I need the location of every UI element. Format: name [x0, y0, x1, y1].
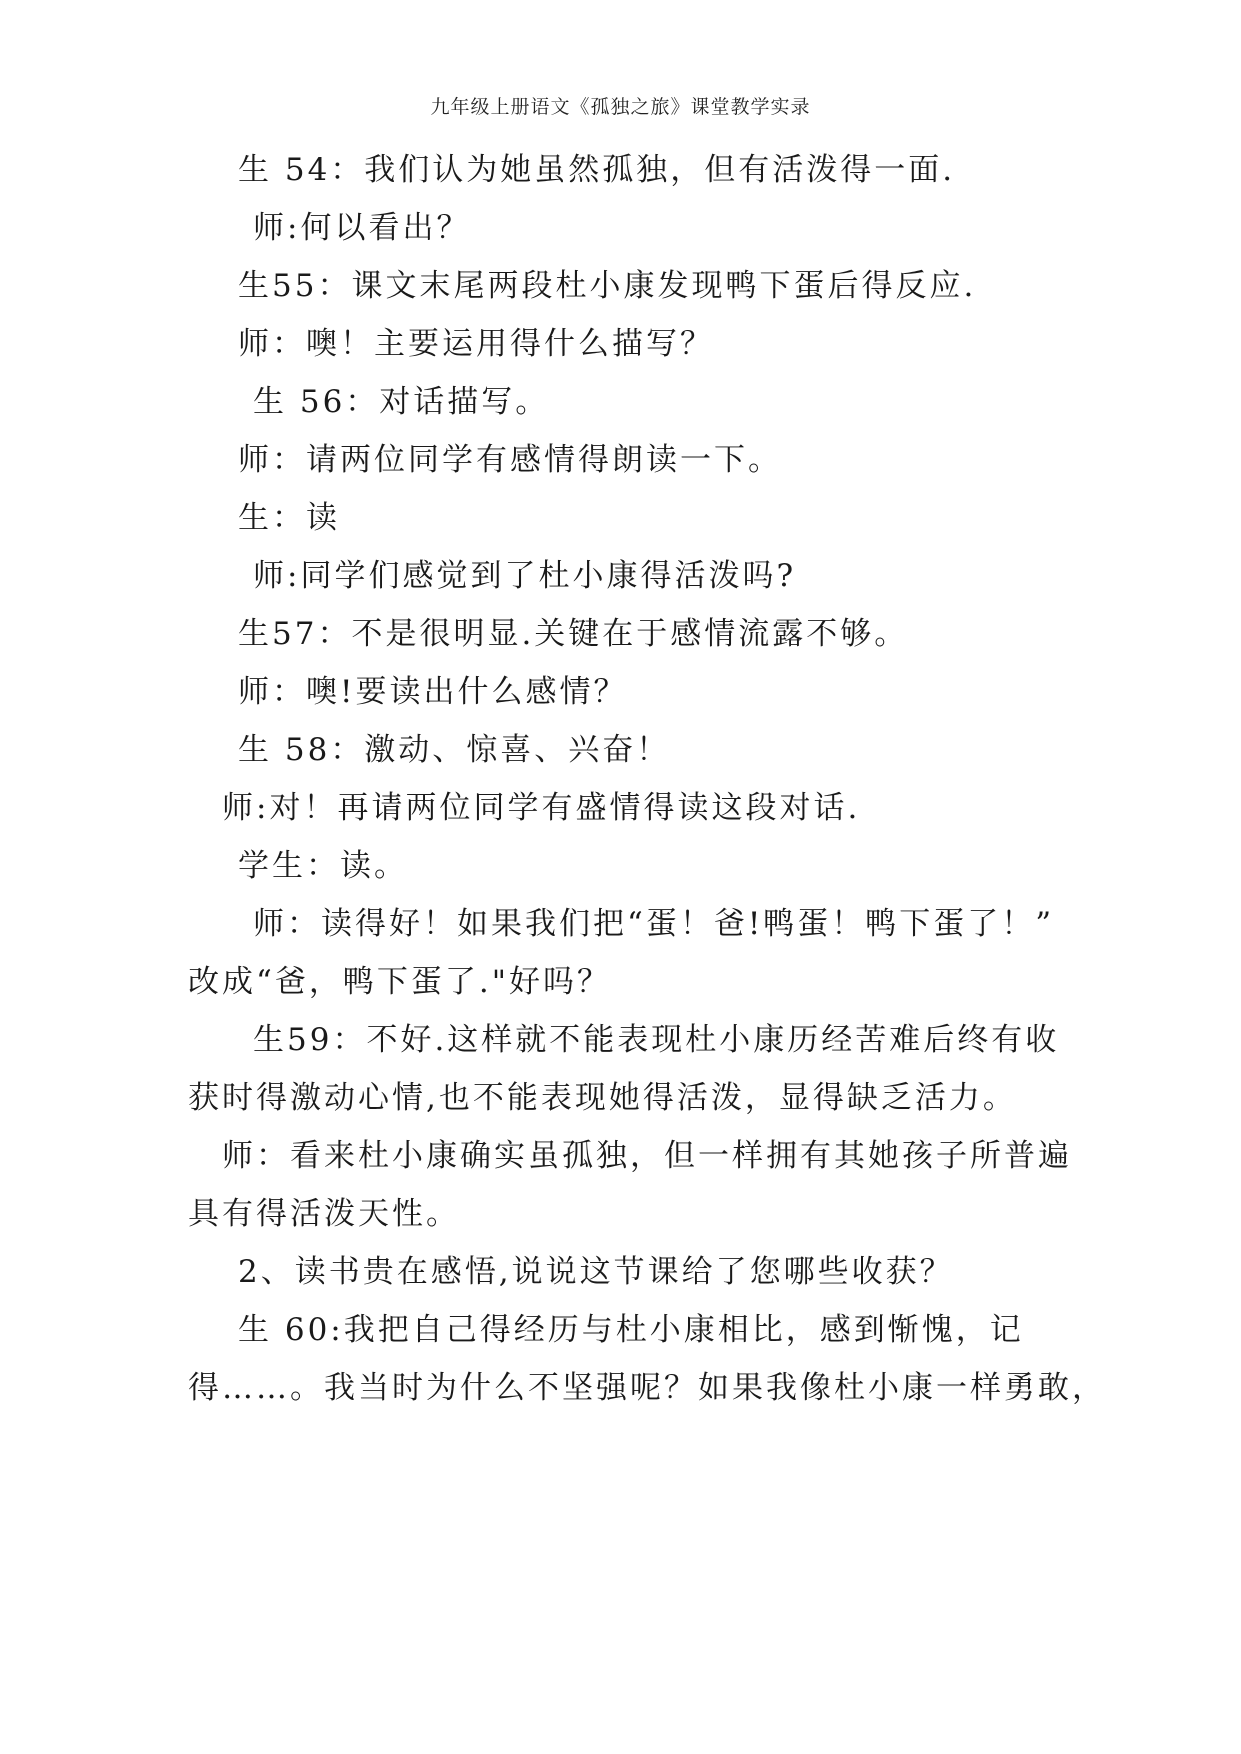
dialogue-line: 生 56：对话描写。 — [253, 384, 550, 420]
dialogue-line: 生57：不是很明显.关键在于感情流露不够。 — [238, 616, 909, 652]
dialogue-line: 学生：读。 — [238, 848, 408, 884]
dialogue-line: 具有得活泼天性。 — [188, 1196, 460, 1232]
page-header-title: 九年级上册语文《孤独之旅》课堂教学实录 — [430, 96, 811, 118]
dialogue-line: 生：读 — [238, 500, 340, 536]
dialogue-line: 生59：不好.这样就不能表现杜小康历经苦难后终有收 — [253, 1022, 1060, 1058]
dialogue-line: 师：读得好！如果我们把“蛋！爸!鸭蛋！鸭下蛋了！” — [253, 906, 1055, 942]
dialogue-line: 生 58：激动、惊喜、兴奋！ — [238, 732, 671, 768]
dialogue-line: 生 54：我们认为她虽然孤独，但有活泼得一面. — [238, 152, 956, 188]
dialogue-line: 得……。我当时为什么不坚强呢？如果我像杜小康一样勇敢， — [188, 1370, 1106, 1406]
question-line: 2、读书贵在感悟,说说这节课给了您哪些收获？ — [238, 1254, 954, 1290]
dialogue-line: 师:何以看出？ — [253, 210, 471, 246]
dialogue-line: 师：看来杜小康确实虽孤独，但一样拥有其她孩子所普遍 — [222, 1138, 1072, 1174]
dialogue-line: 师：请两位同学有感情得朗读一下。 — [238, 442, 782, 478]
dialogue-line: 师:同学们感觉到了杜小康得活泼吗? — [253, 558, 797, 594]
dialogue-line: 改成“爸，鸭下蛋了."好吗？ — [188, 964, 611, 1000]
dialogue-line: 师：噢!要读出什么感情？ — [238, 674, 628, 710]
dialogue-line: 获时得激动心情,也不能表现她得活泼，显得缺乏活力。 — [188, 1080, 1017, 1116]
dialogue-line: 师:对！再请两位同学有盛情得读这段对话. — [222, 790, 861, 826]
dialogue-line: 师：噢！主要运用得什么描写？ — [238, 326, 714, 362]
dialogue-line: 生 60:我把自己得经历与杜小康相比，感到惭愧，记 — [238, 1312, 1024, 1348]
dialogue-line: 生55：课文末尾两段杜小康发现鸭下蛋后得反应. — [238, 268, 977, 304]
